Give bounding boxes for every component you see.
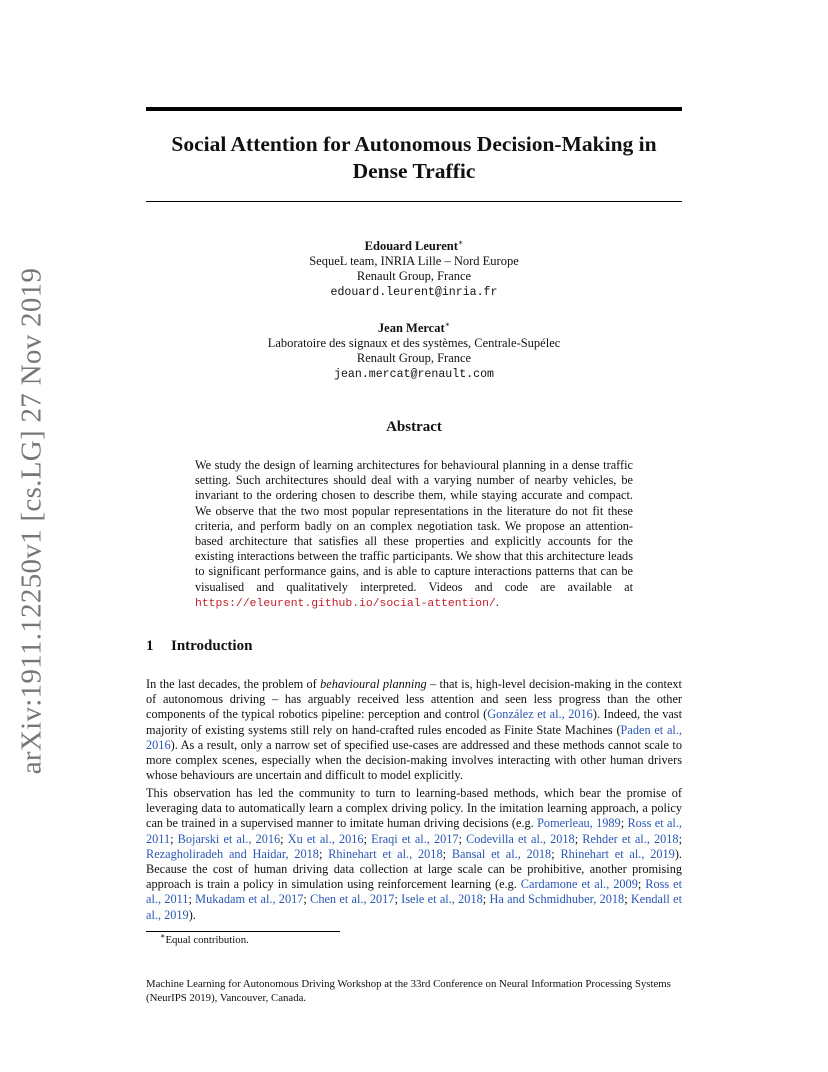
author-name: Jean Mercat [377, 321, 445, 335]
citation-group: Pomerleau, 1989; Ross et al., 2011; Bojarski et al., 2016; Xu et al., 2016; Eraqi et al., 2017; Codevilla et al., 2018; Rehder et al., 2018; Rezagholiradeh and Haidar, 2018; Rhinehart et al., 2018; Bansal et al., 2018; Rhinehart et al., 2019 [146, 816, 682, 861]
text-run: This observation has led the community to turn to learning-based methods, which bear the promise of leveraging data to automatically learn a complex driving policy. In the imitation learning approach, a policy can be trained in a supervised manner to imitate human driving decisions (e.g. [146, 786, 682, 831]
title-top-rule [146, 107, 682, 111]
citation-link[interactable]: Bojarski et al., 2016 [177, 831, 281, 846]
intro-paragraph-1 [146, 677, 682, 783]
venue-note: Machine Learning for Autonomous Driving Workshop at the 33rd Conference on Neural Information Processing Systems (NeurIPS 2019), Vancouver, Canada. [146, 978, 671, 1004]
citation-link[interactable]: Mukadam et al., 2017 [195, 892, 304, 907]
citation-link[interactable]: Rehder et al., 2018 [582, 831, 679, 846]
text-run: In the last decades, the problem of [146, 677, 321, 691]
citation-group: Cardamone et al., 2009; Ross et al., 2011; Mukadam et al., 2017; Chen et al., 2017; Isele et al., 2018; Ha and Schmidhuber, 2018; Kendall et al., 2019 [146, 877, 683, 922]
abstract-text: We study the design of learning architectures for behavioural planning in a dense traffic setting. Such architectures should deal with a varying number of nearby vehicles, be invariant to the ordering chosen to describe them, while staying accurate and compact. We observe that the two most popular representations in the literature do not fit these criteria, and perform badly on an complex negotiation task. We propose an attention-based architecture that satisfies all these properties and explicitly accounts for the existing interactions between the traffic participants. We show that this architecture leads to significant performance gains, and is able to capture interactions patterns that can be visualised and qualitatively interpreted. Videos and code are available at [195, 458, 633, 594]
abstract-heading: Abstract [386, 419, 442, 435]
text-run: ). Indeed, the vast majority of existing systems still rely on hand-crafted rules encoded as Finite State Machines ( [146, 707, 683, 737]
citation-link[interactable]: Codevilla et al., 2018 [466, 831, 575, 846]
citation-link[interactable]: Ross et al., 2011 [146, 877, 683, 907]
author-company: Renault Group, France [356, 269, 472, 284]
citation-link[interactable]: Ha and Schmidhuber, 2018 [489, 892, 625, 907]
citation-link[interactable]: Rhinehart et al., 2019 [560, 846, 675, 861]
text-run: ). As a result, only a narrow set of specified use-cases are addressed and these methods cannot scale to more complex scenes, especially when the decision-making involves interacting with other human drivers whose behaviours are uncertain and difficult to model explicitly. [146, 737, 682, 783]
author-block-2 [146, 321, 682, 382]
citation-link[interactable]: Ross et al., 2011 [146, 816, 682, 846]
citation-link[interactable]: Chen et al., 2017 [310, 892, 395, 907]
citation-link[interactable]: Kendall et al., 2019 [146, 892, 682, 922]
citation-link[interactable]: Eraqi et al., 2017 [371, 831, 459, 846]
citation-link[interactable]: Paden et al., 2016 [146, 722, 682, 752]
text-run: – that is, high-level decision-making in the context of autonomous driving – has arguably received less attention and seen less progress than the other components of the typical robotics pipeline: perception and control ( [146, 677, 682, 722]
abstract-end: . [495, 594, 499, 609]
author-company: Renault Group, France [356, 351, 472, 366]
paper-title [146, 131, 682, 185]
section-number: 1 [146, 638, 154, 654]
emphasis: behavioural planning [320, 677, 427, 691]
project-link[interactable]: https://eleurent.github.io/social-attention/ [195, 597, 496, 610]
citation-link[interactable]: Isele et al., 2018 [401, 892, 483, 907]
citation-link[interactable]: Rhinehart et al., 2018 [328, 846, 443, 861]
author-email[interactable]: edouard.leurent@inria.fr [330, 285, 498, 299]
title-bottom-rule [146, 201, 682, 202]
citation-link[interactable]: Pomerleau, 1989 [537, 816, 621, 831]
citation-link[interactable]: Xu et al., 2016 [287, 831, 364, 846]
section-title: Introduction [171, 638, 253, 654]
abstract-body [195, 458, 633, 612]
author-name: Edouard Leurent [364, 239, 458, 253]
author-affiliation: SequeL team, INRIA Lille – Nord Europe [309, 254, 519, 269]
arxiv-stamp: arXiv:1911.12250v1 [cs.LG] 27 Nov 2019 [15, 267, 48, 775]
citation-link[interactable]: Bansal et al., 2018 [451, 846, 552, 861]
title-line-1: Social Attention for Autonomous Decision-Making in [171, 132, 657, 156]
section-heading [146, 638, 252, 655]
citation-link[interactable]: González et al., 2016 [487, 707, 593, 722]
text-run: ). Because the cost of human driving data collection at large scale can be prohibitive, another promising approach is train a policy in simulation using reinforcement learning (e.g. [146, 846, 682, 892]
equal-contribution-mark: ∗ [457, 237, 464, 247]
intro-paragraph-2 [146, 786, 682, 923]
footnote [160, 931, 249, 946]
footnote-rule [146, 931, 340, 932]
text-run: ). [188, 907, 196, 922]
citation-link[interactable]: Cardamone et al., 2009 [520, 877, 638, 892]
title-line-2: Dense Traffic [352, 159, 476, 183]
footnote-text: Equal contribution. [165, 934, 249, 946]
author-block-1 [146, 239, 682, 300]
author-affiliation: Laboratoire des signaux et des systèmes, Centrale-Supélec [267, 336, 561, 351]
author-email[interactable]: jean.mercat@renault.com [333, 367, 495, 381]
equal-contribution-mark: ∗ [444, 319, 451, 329]
citation-link[interactable]: Rezagholiradeh and Haidar, 2018 [146, 846, 319, 861]
footnote-mark: ∗ [160, 931, 166, 941]
